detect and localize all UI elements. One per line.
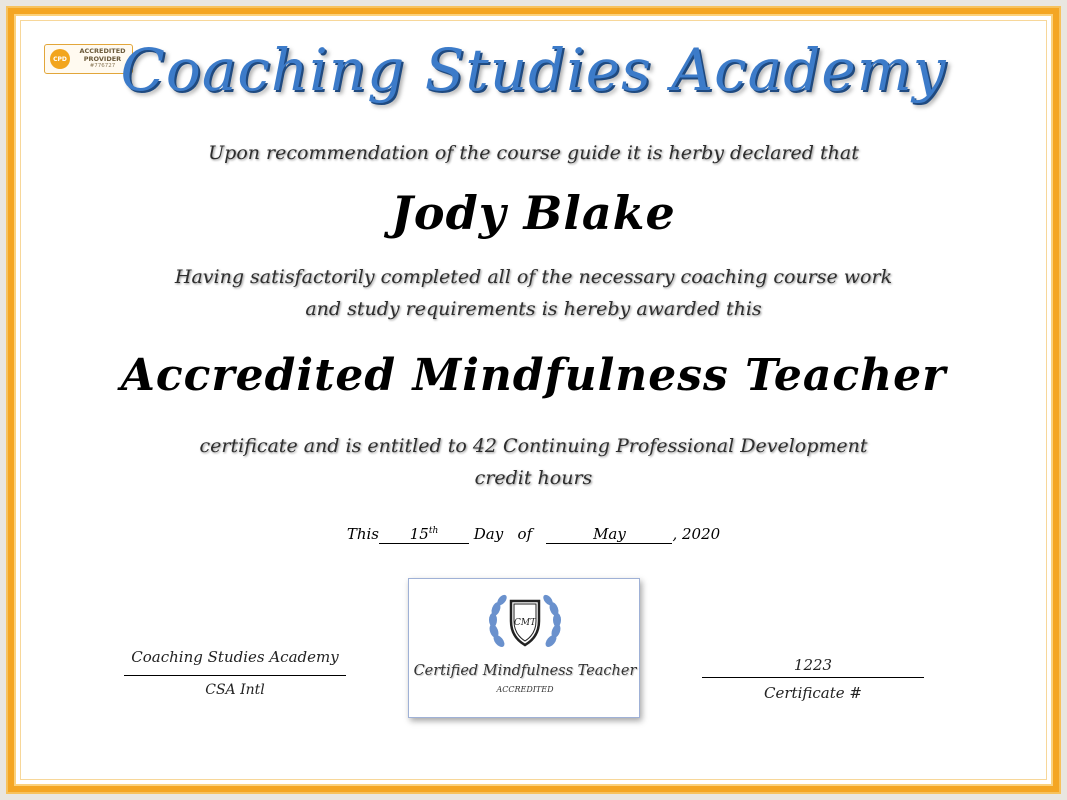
intro-line: Upon recommendation of the course guide it is herby declared that	[208, 142, 859, 164]
certificate-number: 1223	[793, 656, 833, 674]
badge-line-2: PROVIDER	[83, 54, 122, 63]
credit-line-2: credit hours	[474, 467, 593, 489]
badge-provider-number: #776727	[89, 63, 116, 69]
completion-line-1: Having satisfactorily completed all of the necessary coaching course work	[174, 266, 893, 288]
award-title: Accredited Mindfulness Teacher	[120, 350, 947, 401]
date-day-field	[379, 522, 469, 544]
date-month: May	[546, 525, 672, 544]
badge-line-1: ACCREDITED	[79, 47, 126, 55]
academy-title: Coaching Studies Academy	[120, 36, 947, 104]
date-day-word: Day	[473, 525, 504, 543]
date-prefix: This	[346, 525, 379, 543]
signature-name: Coaching Studies Academy	[131, 648, 339, 666]
certificate-number-label: Certificate #	[764, 684, 862, 702]
date-day: 15	[409, 525, 429, 543]
recipient-name: Jody Blake	[391, 186, 676, 240]
cpd-logo-icon: CPD	[50, 49, 70, 69]
completion-line-2: and study requirements is hereby awarded this	[305, 298, 762, 320]
seal-subtitle: ACCREDITED	[496, 685, 554, 694]
date-of-word: of	[517, 525, 533, 543]
seal-title: Certified Mindfulness Teacher	[413, 663, 637, 679]
date-day-suffix: th	[428, 526, 439, 536]
laurel-shield-icon	[485, 593, 565, 655]
seal-emblem-text: CMT	[513, 618, 537, 628]
credit-line-1: certificate and is entitled to 42 Continuing Professional Development	[199, 435, 868, 457]
cmt-seal	[408, 578, 640, 718]
certificate-number-line	[702, 677, 924, 678]
date-line	[0, 522, 1067, 544]
date-year: , 2020	[672, 525, 721, 543]
signature-subtitle: CSA Intl	[205, 682, 265, 698]
signature-line	[124, 675, 346, 676]
